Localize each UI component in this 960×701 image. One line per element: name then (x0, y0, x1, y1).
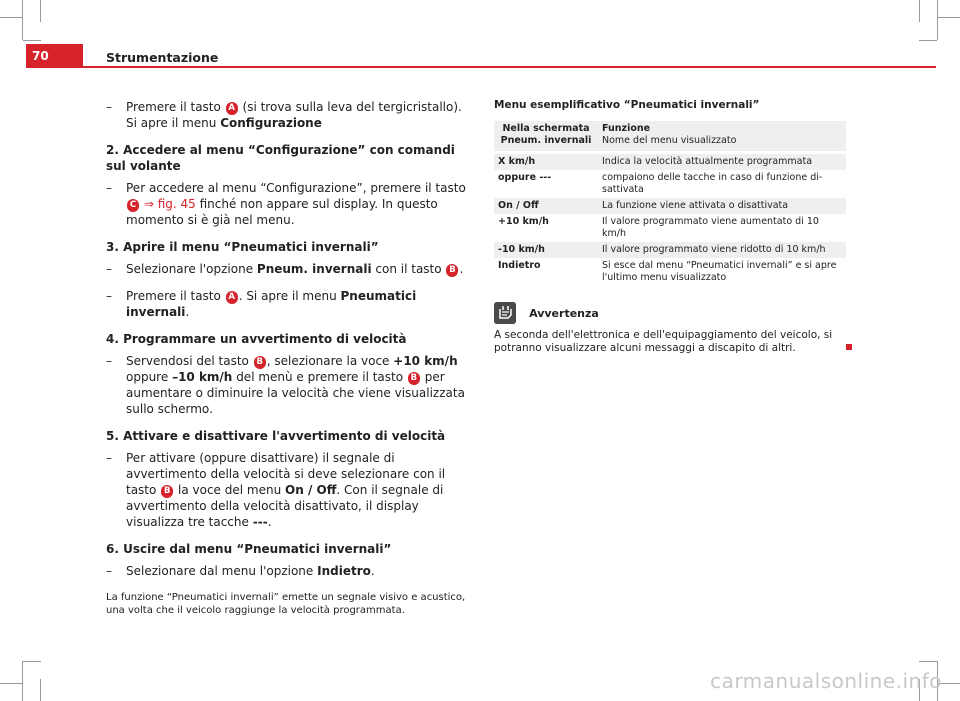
text: Servendosi del tasto (126, 354, 249, 368)
instruction-bullet (106, 180, 466, 228)
row-label: -10 km/h (494, 242, 598, 258)
instruction-bullet: – Premere il tasto A . Si apre il menu Pneumatici invernali. (106, 289, 417, 319)
dash-marker: – (106, 181, 112, 195)
dash-marker: – (106, 354, 112, 368)
row-label: On / Off (494, 198, 598, 214)
header-cell: Nella schermata Pneum. invernali (494, 121, 598, 153)
text: per aumentare o diminuire la velocità che viene visualizzata sullo schermo. (126, 370, 465, 416)
crop-mark (40, 679, 41, 701)
step-heading: 3. Aprire il menu “Pneumatici invernali” (106, 240, 379, 254)
text: Selezionare dal menu l'opzione (126, 564, 314, 578)
key-badge-a: A (226, 102, 238, 115)
dash-marker: – (106, 100, 112, 114)
row-value: La funzione viene attivata o disattivata (598, 198, 846, 214)
crop-mark (0, 17, 22, 18)
crop-mark (40, 0, 41, 22)
info-note-icon (494, 302, 516, 324)
key-badge-b: B (254, 356, 266, 369)
text: con il tasto (375, 262, 442, 276)
key-badge-c: C (127, 199, 139, 212)
crop-mark (22, 0, 23, 40)
crop-mark (919, 0, 920, 22)
table-header-row (494, 121, 846, 153)
table-row (494, 242, 846, 258)
header-cell (598, 121, 846, 153)
text: la voce del menu (178, 483, 282, 497)
text: . Si apre il menu (238, 289, 337, 303)
key-badge-b: B (446, 264, 458, 277)
text: oppure (126, 370, 169, 384)
page-number: 70 (26, 44, 83, 66)
instruction-bullet (106, 353, 466, 417)
warning-box (494, 302, 846, 355)
menu-option: Pneum. invernali (256, 262, 372, 276)
figure-link[interactable]: ⇒ fig. 45 (143, 197, 196, 211)
row-label: Indietro (498, 260, 541, 271)
table-row (494, 258, 846, 286)
text: (si trova sulla leva del tergicristallo). Si apre il menu (126, 100, 462, 130)
instruction-column (106, 99, 466, 617)
header-rule (26, 66, 936, 68)
row-label: X km/h (494, 153, 598, 171)
step-heading: 4. Programmare un avvertimento di velocità (106, 332, 407, 346)
step-heading: 2. Accedere al menu “Configurazione” con comandi sul volante (106, 143, 455, 173)
instruction-bullet (106, 99, 466, 131)
dash-marker: – (106, 451, 112, 465)
menu-option: On / Off (285, 483, 337, 497)
table-row (494, 153, 846, 171)
crop-mark (937, 0, 938, 40)
instruction-bullet: – Selezionare dal menu l'opzione Indietro. (106, 564, 375, 578)
row-value: Il valore programmato viene aumentato di 10 km/h (602, 216, 819, 239)
watermark: carmanualsonline.info (710, 669, 942, 693)
text: . Con il segnale di avvertimento della velocità disattivato, il display visualizza tre tacche (126, 483, 444, 529)
warning-text: A seconda dell'elettronica e dell'equipaggiamento del veicolo, si potranno visualizzare alcuni messaggi a discapito di altri. (494, 329, 833, 354)
header-sub: Nome del menu visualizzato (602, 135, 737, 146)
row-value: Il valore programmato viene ridotto di 10 km/h (598, 242, 846, 258)
key-badge-b: B (408, 372, 420, 385)
menu-table-column (494, 99, 846, 355)
instruction-bullet: – Per attivare (oppure disattivare) il segnale di avvertimento della velocità si deve selezionare con il tasto B la voce del menu On / Off. Con il segnale di avvertimento della velocità disattivato, il display visualizza tre tacche ---. (106, 451, 446, 529)
crop-mark (23, 40, 41, 41)
row-value: Si esce dal menu “Pneumatici invernali” e si apre l'ultimo menu visualizzato (602, 260, 837, 283)
menu-option: +10 km/h (393, 354, 458, 368)
text: del menù e premere il tasto (236, 370, 404, 384)
dash-marker: – (106, 289, 112, 303)
key-badge-a: A (226, 291, 238, 304)
display-dashes: --- (252, 515, 268, 529)
table-row (494, 214, 846, 242)
dash-marker: – (106, 262, 112, 276)
crop-mark (938, 17, 960, 18)
step-heading: 5. Attivare e disattivare l'avvertimento di velocità (106, 429, 446, 443)
text: Premere il tasto (126, 289, 221, 303)
chapter-title: Strumentazione (106, 50, 219, 65)
step-heading: 6. Uscire dal menu “Pneumatici invernali” (106, 542, 392, 556)
crop-mark (0, 683, 22, 684)
function-note: La funzione “Pneumatici invernali” emette un segnale visivo e acustico, una volta che il veicolo raggiunge la velocità programmata. (106, 592, 466, 616)
section-end-marker (846, 344, 852, 350)
menu-option: Indietro (317, 564, 371, 578)
crop-mark (919, 40, 937, 41)
table-row (494, 198, 846, 214)
row-label: oppure --- (498, 172, 552, 183)
table-row (494, 170, 846, 198)
crop-mark (23, 661, 41, 662)
row-value: Indica la velocità attualmente programmata (598, 153, 846, 171)
text: , selezionare la voce (266, 354, 390, 368)
menu-name: Pneumatici invernali (126, 289, 417, 319)
menu-name: Configurazione (220, 116, 322, 130)
row-label: +10 km/h (498, 216, 549, 227)
warning-title: Avvertenza (529, 306, 599, 320)
instruction-bullet: – Selezionare l'opzione Pneum. invernali con il tasto B . (106, 262, 464, 276)
table-title: Menu esemplificativo “Pneumatici invernali” (494, 99, 760, 111)
text: Per attivare (oppure disattivare) il segnale di avvertimento della velocità si deve selezionare con il tasto (126, 451, 446, 497)
menu-table (494, 121, 846, 286)
text: Per accedere al menu “Configurazione”, premere il tasto (126, 181, 466, 195)
text: Premere il tasto (126, 100, 221, 114)
header-bold: Funzione (602, 123, 651, 134)
crop-mark (22, 661, 23, 701)
text: Selezionare l'opzione (126, 262, 254, 276)
text: finché non appare sul display. In questo momento si è già nel menu. (126, 197, 438, 227)
menu-option: –10 km/h (172, 370, 233, 384)
dash-marker: – (106, 564, 112, 578)
crop-mark (919, 661, 937, 662)
key-badge-b: B (161, 485, 173, 498)
row-value: compaiono delle tacche in caso di funzione disattivata (602, 172, 823, 195)
